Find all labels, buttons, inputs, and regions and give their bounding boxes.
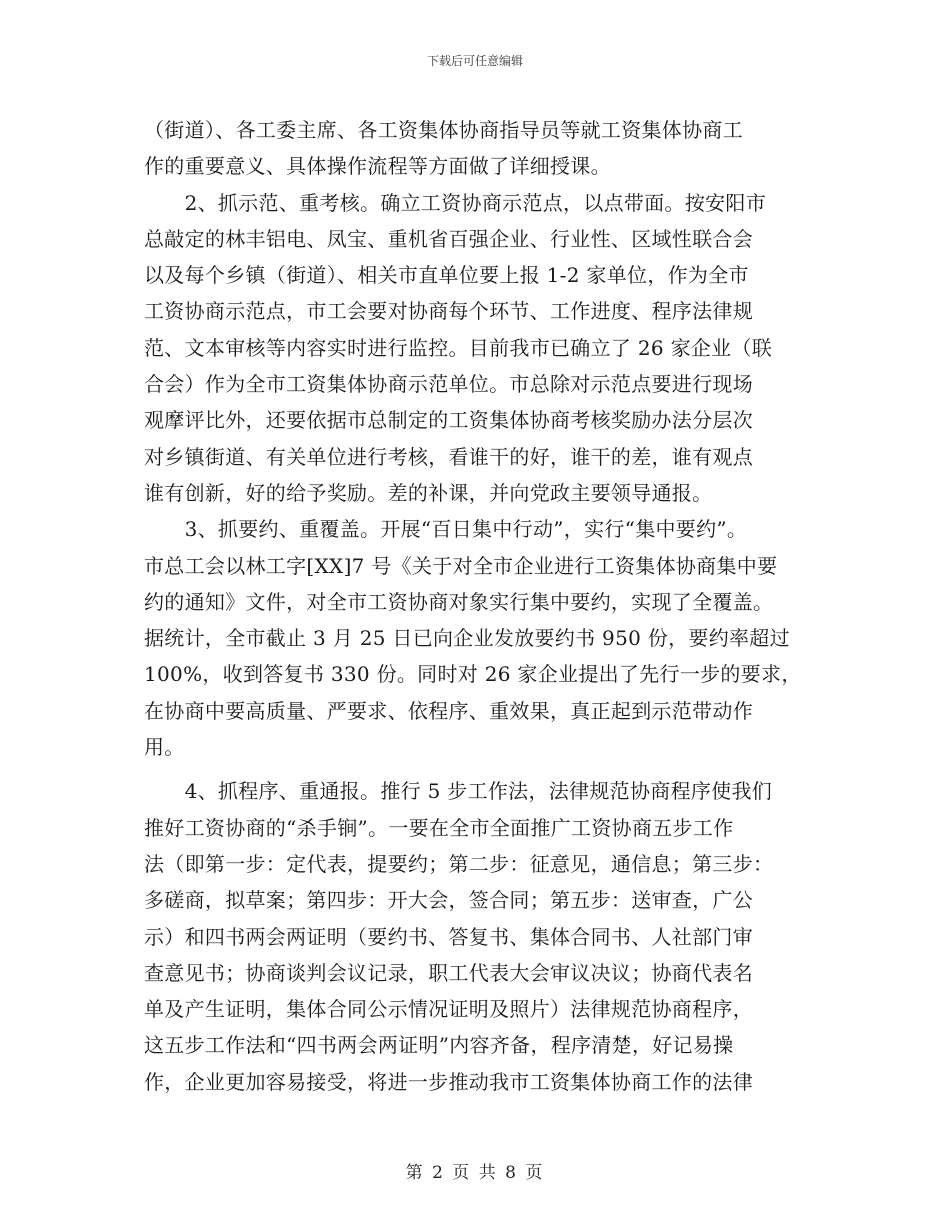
document-body bbox=[144, 112, 824, 1100]
text-line: 市总工会以林工字[XX]7 号《关于对全市企业进行工资集体协商集中要 bbox=[144, 553, 778, 578]
text-line: 据统计，全市截止 3 月 25 日已向企业发放要约书 950 份，要约率超过 bbox=[144, 626, 790, 651]
text-line: 观摩评比外，还要依据市总制定的工资集体协商考核奖励办法分层次 bbox=[144, 408, 753, 433]
text-line: 作，企业更加容易接受，将进一步推动我市工资集体协商工作的法律 bbox=[144, 1069, 753, 1094]
text-line: 工资协商示范点，市工会要对协商每个环节、工作进度、程序法律规 bbox=[144, 299, 753, 324]
text-line: 3、抓要约、重覆盖。开展“百日集中行动”，实行“集中要约”。 bbox=[144, 517, 748, 542]
text-line: 以及每个乡镇（街道）、相关市直单位要上报 1-2 家单位，作为全市 bbox=[144, 263, 749, 288]
text-line: 100%，收到答复书 330 份。同时对 26 家企业提出了先行一步的要求， bbox=[144, 662, 802, 687]
text-line: 这五步工作法和“四书两会两证明”内容齐备，程序清楚，好记易操 bbox=[144, 1033, 734, 1058]
text-line: 合会）作为全市工资集体协商示范单位。市总除对示范点要进行现场 bbox=[144, 372, 753, 397]
paragraph-gap bbox=[144, 765, 824, 773]
text-line: 法（即第一步：定代表，提要约；第二步：征意见，通信息；第三步： bbox=[144, 851, 774, 876]
text-line: 谁有创新，好的给予奖励。差的补课，并向党政主要领导通报。 bbox=[144, 480, 713, 505]
text-line: 约的通知》文件，对全市工资协商对象实行集中要约，实现了全覆盖。 bbox=[144, 589, 774, 614]
text-line: 推好工资协商的“杀手锏”。一要在全市全面推广工资协商五步工作 bbox=[144, 815, 734, 840]
text-line: 总敲定的林丰铝电、凤宝、重机省百强企业、行业性、区域性联合会 bbox=[144, 226, 753, 251]
page-number: 第 2 页 共 8 页 bbox=[405, 1163, 545, 1183]
text-line: 查意见书；协商谈判会议记录，职工代表大会审议决议；协商代表名 bbox=[144, 960, 753, 985]
text-line: （街道）、各工委主席、各工资集体协商指导员等就工资集体协商工 bbox=[144, 118, 743, 142]
text-line: 单及产生证明，集体合同公示情况证明及照片）法律规范协商程序， bbox=[144, 997, 753, 1022]
text-line: 对乡镇街道、有关单位进行考核，看谁干的好，谁干的差，谁有观点 bbox=[144, 444, 753, 469]
text-line: 多磋商，拟草案；第四步：开大会，签合同；第五步：送审查，广公 bbox=[144, 888, 753, 913]
text-line: 用。 bbox=[144, 735, 185, 760]
text-line: 范、文本审核等内容实时进行监控。目前我市已确立了 26 家企业（联 bbox=[144, 335, 773, 360]
text-line: 作的重要意义、具体操作流程等方面做了详细授课。 bbox=[144, 154, 611, 179]
text-line: 示）和四书两会两证明（要约书、答复书、集体合同书、人社部门审 bbox=[144, 924, 753, 949]
text-line: 在协商中要高质量、严要求、依程序、重效果，真正起到示范带动作 bbox=[144, 698, 753, 723]
text-line: 2、抓示范、重考核。确立工资协商示范点，以点带面。按安阳市 bbox=[144, 190, 767, 215]
page-header-note: 下载后可任意编辑 bbox=[426, 54, 523, 68]
text-line: 4、抓程序、重通报。推行 5 步工作法，法律规范协商程序使我们 bbox=[144, 779, 773, 804]
